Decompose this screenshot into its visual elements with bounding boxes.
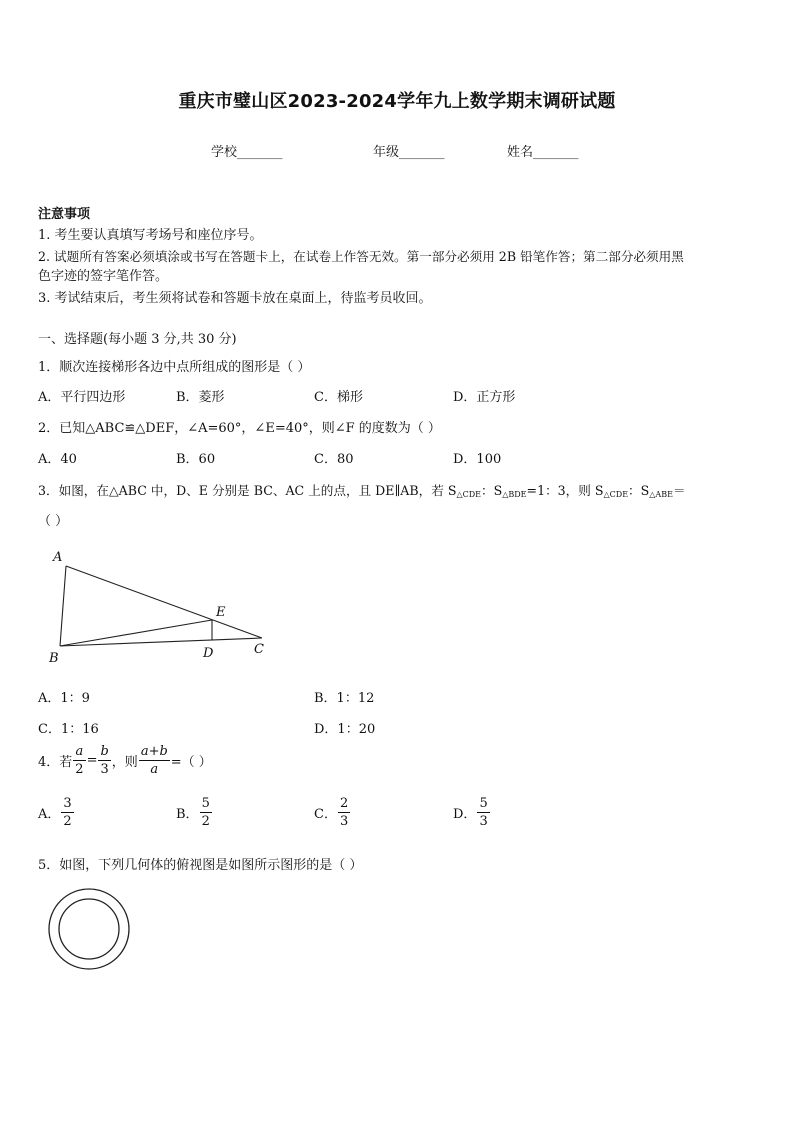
label-d: D <box>203 646 214 661</box>
segment-bc <box>60 638 262 646</box>
question-2-option-d[interactable]: D．100 <box>453 452 502 467</box>
grade-field[interactable]: 年级_______ <box>373 145 445 160</box>
question-2-option-b[interactable]: B．60 <box>176 452 216 467</box>
question-5-stem: 5．如图，下列几何体的俯视图是如图所示图形的是（ ） <box>38 858 363 873</box>
question-3-option-d[interactable]: D．1：20 <box>314 722 376 737</box>
question-2-stem: 2．已知△ABC≌△DEF，∠A=60°，∠E=40°，则∠F 的度数为（ ） <box>38 421 441 436</box>
label-b: B <box>49 651 59 666</box>
notice-item-1: 1. 考生要认真填写考场号和座位序号。 <box>38 228 263 243</box>
question-3-option-c[interactable]: C．1：16 <box>38 722 99 737</box>
label-e: E <box>216 605 226 620</box>
page-title: 重庆市璧山区2023-2024学年九上数学期末调研试题 <box>178 91 616 112</box>
question-3-option-b[interactable]: B．1：12 <box>314 691 375 706</box>
outer-circle <box>49 889 129 969</box>
question-1-option-d[interactable]: D．正方形 <box>453 390 516 405</box>
inner-circle <box>59 899 119 959</box>
segment-ac <box>66 566 262 638</box>
question-4-stem: 4．若 $\frac{a}{2}$ = $\frac{b}{3}$ ，则 $\frac{a+b}{a}$ =（ ） <box>38 744 212 777</box>
segment-be <box>60 620 212 646</box>
question-4-option-c[interactable]: C． $\frac{2}{3}$ <box>314 796 349 829</box>
question-1-option-c[interactable]: C．梯形 <box>314 390 363 405</box>
concentric-circles-figure <box>44 885 134 975</box>
notice-item-2-line-2: 色字迹的签字笔作答。 <box>38 269 169 284</box>
notice-item-2-line-1: 2. 试题所有答案必须填涂或书写在答题卡上，在试卷上作答无效。第一部分必须用 2B 铅笔作答；第二部分必须用黑 <box>38 249 684 264</box>
question-4-option-b[interactable]: B． $\frac{5}{2}$ <box>176 796 210 829</box>
name-field[interactable]: 姓名_______ <box>507 145 579 160</box>
fraction-a-over-2: $\frac{a}{2}$ <box>75 744 84 777</box>
notice-heading: 注意事项 <box>38 207 91 222</box>
school-field[interactable]: 学校_______ <box>211 145 283 160</box>
question-4-option-a[interactable]: A． $\frac{3}{2}$ <box>38 796 72 829</box>
question-1-option-b[interactable]: B．菱形 <box>176 390 225 405</box>
question-3-option-a[interactable]: A．1：9 <box>38 691 90 706</box>
question-1-stem: 1．顺次连接梯形各边中点所组成的图形是（ ） <box>38 360 311 375</box>
question-2-option-a[interactable]: A．40 <box>38 452 77 467</box>
triangle-figure <box>40 543 280 668</box>
fraction-a-plus-b-over-a: $\frac{a+b}{a}$ <box>140 744 168 777</box>
label-c: C <box>254 642 264 657</box>
question-3-answer-blank: （ ） <box>38 514 69 529</box>
question-3-stem: 3．如图，在△ABC 中，D、E 分别是 BC、AC 上的点，且 DE∥AB，若 $S_{\triangle CDE}$：$S_{\triangle BDE}=1$：3，则 $S_{\triangle CDE}$：$S_{\triangle ABE}=$ <box>38 483 686 499</box>
label-a: A <box>53 550 63 565</box>
fraction-b-over-3: $\frac{b}{3}$ <box>100 744 109 777</box>
segment-ab <box>60 566 66 646</box>
notice-item-3: 3. 考试结束后，考生须将试卷和答题卡放在桌面上，待监考员收回。 <box>38 291 432 306</box>
section-heading: 一、选择题(每小题 3 分,共 30 分) <box>38 332 237 347</box>
question-4-option-d[interactable]: D． $\frac{5}{3}$ <box>453 796 488 829</box>
question-2-option-c[interactable]: C．80 <box>314 452 354 467</box>
question-1-option-a[interactable]: A．平行四边形 <box>38 390 126 405</box>
